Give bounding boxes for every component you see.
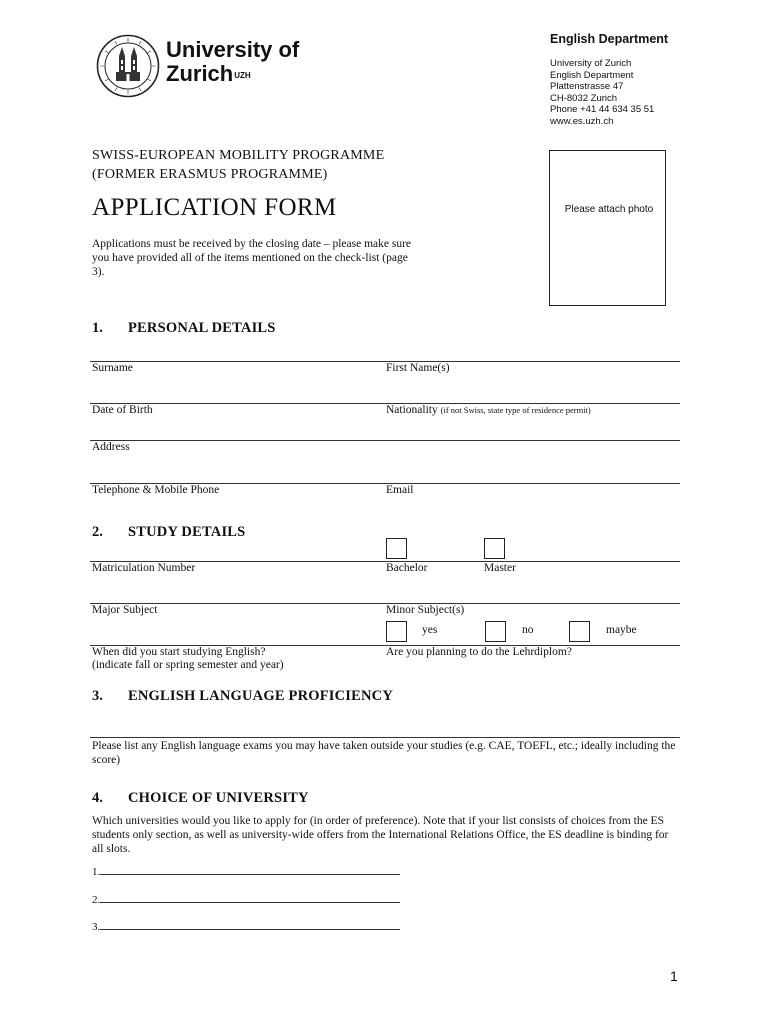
page-number: 1: [670, 968, 678, 984]
maybe-label: maybe: [606, 624, 637, 636]
choice-number: 3.: [92, 921, 101, 933]
address-block: [550, 58, 654, 127]
logo-line-1: University of: [166, 37, 300, 62]
choice-number: 2.: [92, 894, 101, 906]
master-label: Master: [484, 562, 516, 574]
divider: [90, 361, 680, 362]
address-line: English Department: [550, 69, 634, 81]
university-seal-logo: [96, 34, 160, 98]
lehrdiplom-yes-checkbox[interactable]: [386, 621, 407, 642]
photo-box[interactable]: [549, 150, 666, 306]
bachelor-checkbox[interactable]: [386, 538, 407, 559]
major-subject-label: Major Subject: [92, 604, 158, 616]
section-2-title: STUDY DETAILS: [128, 524, 246, 540]
programme-line-1: SWISS-EUROPEAN MOBILITY PROGRAMME: [92, 148, 385, 163]
section-4-number: 4.: [92, 790, 103, 806]
logo-superscript: UZH: [234, 71, 251, 80]
divider: [90, 603, 680, 604]
programme-line-2: (FORMER ERASMUS PROGRAMME): [92, 167, 328, 182]
address-label: Address: [92, 441, 130, 453]
address-line: CH-8032 Zurich: [550, 92, 618, 104]
section-3-number: 3.: [92, 688, 103, 704]
section-1-title: PERSONAL DETAILS: [128, 320, 276, 336]
address-line: Plattenstrasse 47: [550, 81, 624, 92]
divider: [90, 403, 680, 404]
address-line: University of Zurich: [550, 58, 632, 69]
divider: [90, 440, 680, 441]
section-4-title: CHOICE OF UNIVERSITY: [128, 790, 309, 806]
choice-line-3[interactable]: [92, 920, 400, 933]
section-3-title: ENGLISH LANGUAGE PROFICIENCY: [128, 688, 394, 704]
bachelor-label: Bachelor: [386, 562, 428, 574]
nationality-note: (if not Swiss, state type of residence permit): [440, 405, 591, 415]
address-line: Phone +41 44 634 35 51: [550, 104, 655, 115]
date-of-birth-label: Date of Birth: [92, 404, 153, 416]
email-label: Email: [386, 484, 414, 496]
telephone-label: Telephone & Mobile Phone: [92, 484, 220, 496]
lehrdiplom-no-checkbox[interactable]: [485, 621, 506, 642]
section-1-number: 1.: [92, 320, 103, 336]
address-line: www.es.uzh.ch: [550, 115, 614, 127]
choice-line-2[interactable]: [92, 893, 400, 906]
photo-label: Please attach photo: [564, 204, 654, 215]
started-english-hint: (indicate fall or spring semester and year): [92, 659, 284, 671]
divider: [90, 737, 680, 738]
page-title: APPLICATION FORM: [92, 194, 337, 221]
programme-heading: [92, 146, 384, 184]
lehrdiplom-question: Are you planning to do the Lehrdiplom?: [386, 646, 572, 658]
intro-text: Applications must be received by the closing date – please make sure you have provided all of the items mentioned on the check-list (page 3).: [92, 238, 412, 278]
minor-subjects-label: Minor Subject(s): [386, 604, 465, 616]
matriculation-label: Matriculation Number: [92, 562, 196, 574]
section-2-number: 2.: [92, 524, 103, 540]
university-logo-text: [166, 38, 299, 86]
no-label: no: [522, 624, 534, 636]
first-names-label: First Name(s): [386, 362, 450, 374]
department-title: English Department: [550, 32, 669, 46]
started-english-label: When did you start studying English?: [92, 646, 266, 658]
choice-number: 1.: [92, 866, 101, 878]
language-exams-text: Please list any English language exams you may have taken outside your studies (e.g. CAE, TOEFL, etc.; ideally including the score): [92, 740, 676, 766]
nationality-label: [386, 404, 591, 416]
yes-label: yes: [422, 624, 438, 636]
lehrdiplom-maybe-checkbox[interactable]: [569, 621, 590, 642]
logo-line-2: Zurich: [166, 61, 234, 86]
choice-line-1[interactable]: [92, 865, 400, 878]
master-checkbox[interactable]: [484, 538, 505, 559]
university-choice-text: Which universities would you like to apply for (in order of preference). Note that if your list consists of choices from the ES students only section, as well as university-wide offers from the International Relations Office, the ES deadline is binding for all slots.: [92, 815, 669, 855]
nationality-text: Nationality: [386, 404, 438, 416]
surname-label: Surname: [92, 362, 133, 374]
